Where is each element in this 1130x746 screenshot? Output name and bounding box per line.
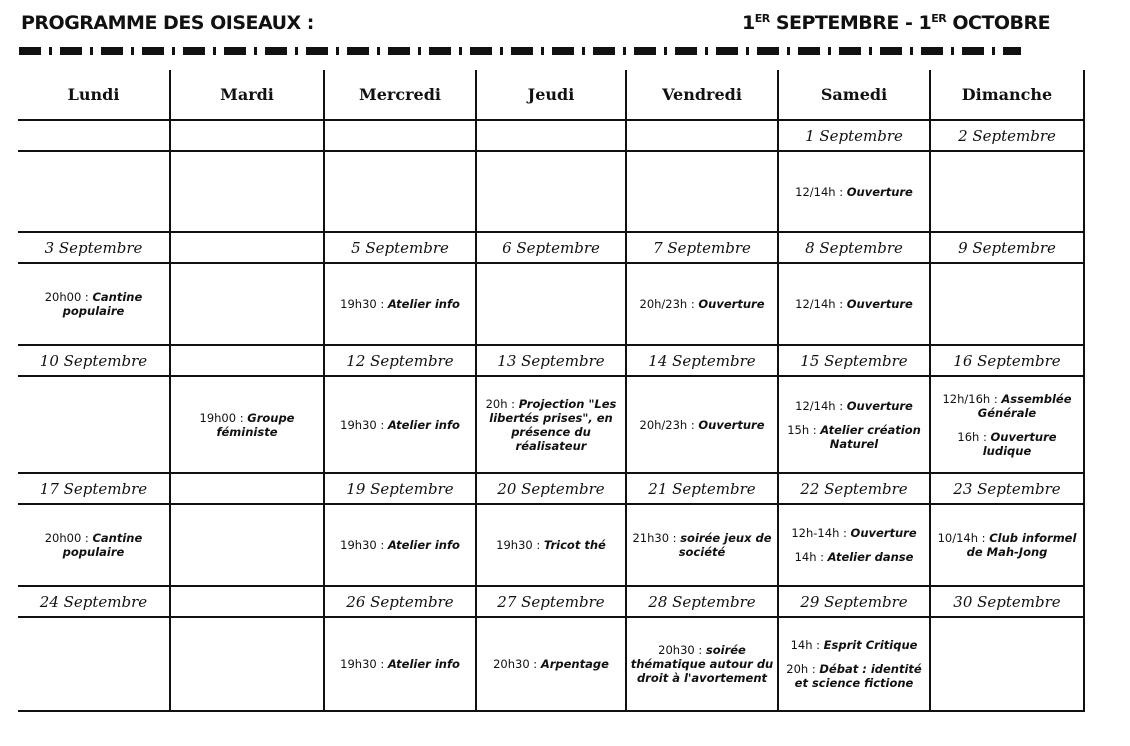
event-time: 19h30 :	[340, 657, 388, 671]
date-cell: 13 Septembre	[476, 345, 626, 376]
schedule-body	[18, 120, 1084, 711]
event-time: 20h00 :	[44, 531, 93, 545]
date-cell: 21 Septembre	[626, 473, 778, 504]
date-cell: 12 Septembre	[324, 345, 476, 376]
event-name: Ouverture ludique	[982, 429, 1057, 458]
event-name: Atelier info	[387, 657, 460, 671]
event-time: 14h :	[790, 638, 824, 652]
events-row	[18, 151, 1084, 232]
event-cell	[18, 617, 170, 711]
event-name: Groupe féministe	[216, 410, 295, 439]
event-item	[20, 531, 167, 559]
date-cell: 26 Septembre	[324, 586, 476, 617]
event-time: 20h :	[485, 396, 519, 411]
date-cell: 20 Septembre	[476, 473, 626, 504]
event-cell	[778, 263, 930, 345]
event-time: 19h30 :	[340, 538, 388, 552]
event-item	[933, 531, 1081, 559]
event-name: Cantine populaire	[62, 531, 143, 559]
date-cell	[476, 120, 626, 151]
date-cell	[170, 120, 324, 151]
event-item	[479, 397, 623, 453]
date-cell	[170, 345, 324, 376]
event-cell	[170, 504, 324, 586]
event-name: Ouverture	[846, 297, 913, 311]
date-cell: 28 Septembre	[626, 586, 778, 617]
date-cell: 30 Septembre	[930, 586, 1084, 617]
event-name: Tricot thé	[543, 538, 606, 552]
event-item	[781, 185, 927, 199]
event-name: Ouverture	[846, 184, 913, 199]
date-cell: 1 Septembre	[778, 120, 930, 151]
event-name: Ouverture	[850, 526, 917, 540]
event-cell	[930, 263, 1084, 345]
event-time: 15h :	[787, 422, 821, 437]
date-row	[18, 586, 1084, 617]
event-cell	[18, 504, 170, 586]
event-name: Atelier info	[387, 417, 460, 432]
period-end-month: OCTOBRE	[952, 12, 1051, 34]
date-cell: 10 Septembre	[18, 345, 170, 376]
event-time: 16h :	[957, 429, 991, 444]
event-time: 10/14h :	[937, 531, 990, 545]
date-row	[18, 232, 1084, 263]
day-header-mardi: Mardi	[170, 70, 324, 120]
event-cell	[778, 376, 930, 473]
event-cell	[324, 504, 476, 586]
event-cell	[778, 504, 930, 586]
date-cell: 3 Septembre	[18, 232, 170, 263]
event-cell	[476, 617, 626, 711]
event-time: 20h :	[786, 662, 820, 676]
event-cell	[476, 151, 626, 232]
period-start-sup: ER	[754, 12, 770, 25]
event-time: 19h30 :	[496, 538, 544, 552]
event-time: 12/14h :	[795, 184, 847, 199]
event-name: Atelier info	[387, 538, 460, 552]
day-header-row	[18, 70, 1084, 120]
event-name: Atelier création Naturel	[820, 422, 921, 451]
event-cell	[778, 151, 930, 232]
event-cell	[930, 376, 1084, 473]
event-name: Atelier info	[387, 297, 460, 311]
date-cell: 19 Septembre	[324, 473, 476, 504]
event-cell	[930, 504, 1084, 586]
event-time: 20h/23h :	[639, 297, 699, 311]
event-cell	[324, 376, 476, 473]
date-cell: 14 Septembre	[626, 345, 778, 376]
event-name: Débat : identité et science fictione	[794, 662, 922, 690]
date-cell: 29 Septembre	[778, 586, 930, 617]
event-time: 20h/23h :	[639, 417, 699, 432]
date-cell: 2 Septembre	[930, 120, 1084, 151]
event-name: Esprit Critique	[823, 638, 918, 652]
event-cell	[476, 376, 626, 473]
period-start-day: 1	[742, 12, 755, 34]
event-item	[629, 418, 775, 432]
event-item	[781, 297, 927, 311]
event-name: Projection "Les libertés prises", en présence du réalisateur	[489, 396, 617, 453]
event-name: soirée jeux de société	[678, 531, 772, 559]
event-cell	[626, 504, 778, 586]
date-cell: 22 Septembre	[778, 473, 930, 504]
date-cell: 15 Septembre	[778, 345, 930, 376]
event-item	[479, 657, 623, 671]
event-name: Ouverture	[846, 398, 913, 413]
event-cell	[324, 617, 476, 711]
period-start-month: SEPTEMBRE -	[775, 12, 913, 34]
date-cell	[170, 473, 324, 504]
event-time: 20h00 :	[44, 290, 93, 304]
date-cell: 9 Septembre	[930, 232, 1084, 263]
event-time: 19h30 :	[340, 297, 388, 311]
date-cell: 5 Septembre	[324, 232, 476, 263]
event-cell	[626, 617, 778, 711]
event-time: 12h-14h :	[791, 526, 851, 540]
event-cell	[170, 151, 324, 232]
event-cell	[18, 151, 170, 232]
events-row	[18, 504, 1084, 586]
event-time: 19h30 :	[340, 417, 388, 432]
event-item	[327, 657, 473, 671]
schedule-table	[18, 70, 1085, 712]
date-cell: 17 Septembre	[18, 473, 170, 504]
event-cell	[626, 151, 778, 232]
dashed-divider	[19, 47, 1021, 55]
event-cell	[324, 151, 476, 232]
date-cell	[170, 586, 324, 617]
date-cell: 7 Septembre	[626, 232, 778, 263]
day-header-mercredi: Mercredi	[324, 70, 476, 120]
event-time: 12/14h :	[795, 297, 847, 311]
date-cell: 16 Septembre	[930, 345, 1084, 376]
events-row	[18, 617, 1084, 711]
event-item	[327, 538, 473, 552]
date-cell	[170, 232, 324, 263]
date-row	[18, 473, 1084, 504]
event-time: 20h30 :	[658, 643, 706, 657]
event-cell	[626, 263, 778, 345]
event-name: Club informel de Mah-Jong	[966, 531, 1077, 559]
event-item	[629, 643, 775, 685]
day-header-jeudi: Jeudi	[476, 70, 626, 120]
event-item	[20, 290, 167, 318]
event-item	[629, 531, 775, 559]
date-cell: 23 Septembre	[930, 473, 1084, 504]
event-cell	[324, 263, 476, 345]
event-cell	[626, 376, 778, 473]
day-header-vendredi: Vendredi	[626, 70, 778, 120]
events-row	[18, 376, 1084, 473]
event-cell	[18, 263, 170, 345]
event-time: 14h :	[794, 550, 828, 564]
event-name: Cantine populaire	[62, 290, 143, 318]
date-cell: 27 Septembre	[476, 586, 626, 617]
event-item	[933, 430, 1081, 458]
day-header-dimanche: Dimanche	[930, 70, 1084, 120]
event-name: Ouverture	[698, 297, 765, 311]
event-item	[479, 538, 623, 552]
event-time: 20h30 :	[493, 657, 541, 671]
event-item	[781, 526, 927, 540]
event-item	[781, 662, 927, 690]
event-item	[327, 297, 473, 311]
event-name: soirée thématique autour du droit à l'avortement	[630, 643, 774, 685]
event-item	[781, 638, 927, 652]
event-item	[327, 418, 473, 432]
event-cell	[170, 617, 324, 711]
event-time: 12/14h :	[795, 398, 847, 413]
date-row	[18, 345, 1084, 376]
event-cell	[778, 617, 930, 711]
event-name: Arpentage	[540, 657, 609, 671]
page-title: PROGRAMME DES OISEAUX :	[21, 12, 314, 34]
date-row	[18, 120, 1084, 151]
day-header-lundi: Lundi	[18, 70, 170, 120]
event-cell	[930, 151, 1084, 232]
event-item	[781, 399, 927, 413]
event-time: 19h00 :	[199, 410, 248, 425]
event-time: 12h/16h :	[942, 391, 1002, 406]
date-cell	[626, 120, 778, 151]
period-end-sup: ER	[931, 12, 947, 25]
events-row	[18, 263, 1084, 345]
event-name: Assemblée Générale	[977, 391, 1072, 420]
event-name: Atelier danse	[827, 550, 914, 564]
date-cell	[324, 120, 476, 151]
event-item	[173, 411, 321, 439]
period-end-day: 1	[918, 12, 932, 34]
date-cell: 8 Septembre	[778, 232, 930, 263]
event-cell	[18, 376, 170, 473]
day-header-samedi: Samedi	[778, 70, 930, 120]
event-cell	[170, 376, 324, 473]
event-item	[781, 550, 927, 564]
event-item	[629, 297, 775, 311]
event-name: Ouverture	[698, 417, 765, 432]
date-cell	[18, 120, 170, 151]
event-cell	[170, 263, 324, 345]
date-cell: 24 Septembre	[18, 586, 170, 617]
event-time: 21h30 :	[632, 531, 681, 545]
event-item	[933, 392, 1081, 420]
event-item	[781, 423, 927, 451]
event-cell	[476, 263, 626, 345]
event-cell	[476, 504, 626, 586]
event-cell	[930, 617, 1084, 711]
date-range	[742, 12, 1050, 34]
date-cell: 6 Septembre	[476, 232, 626, 263]
